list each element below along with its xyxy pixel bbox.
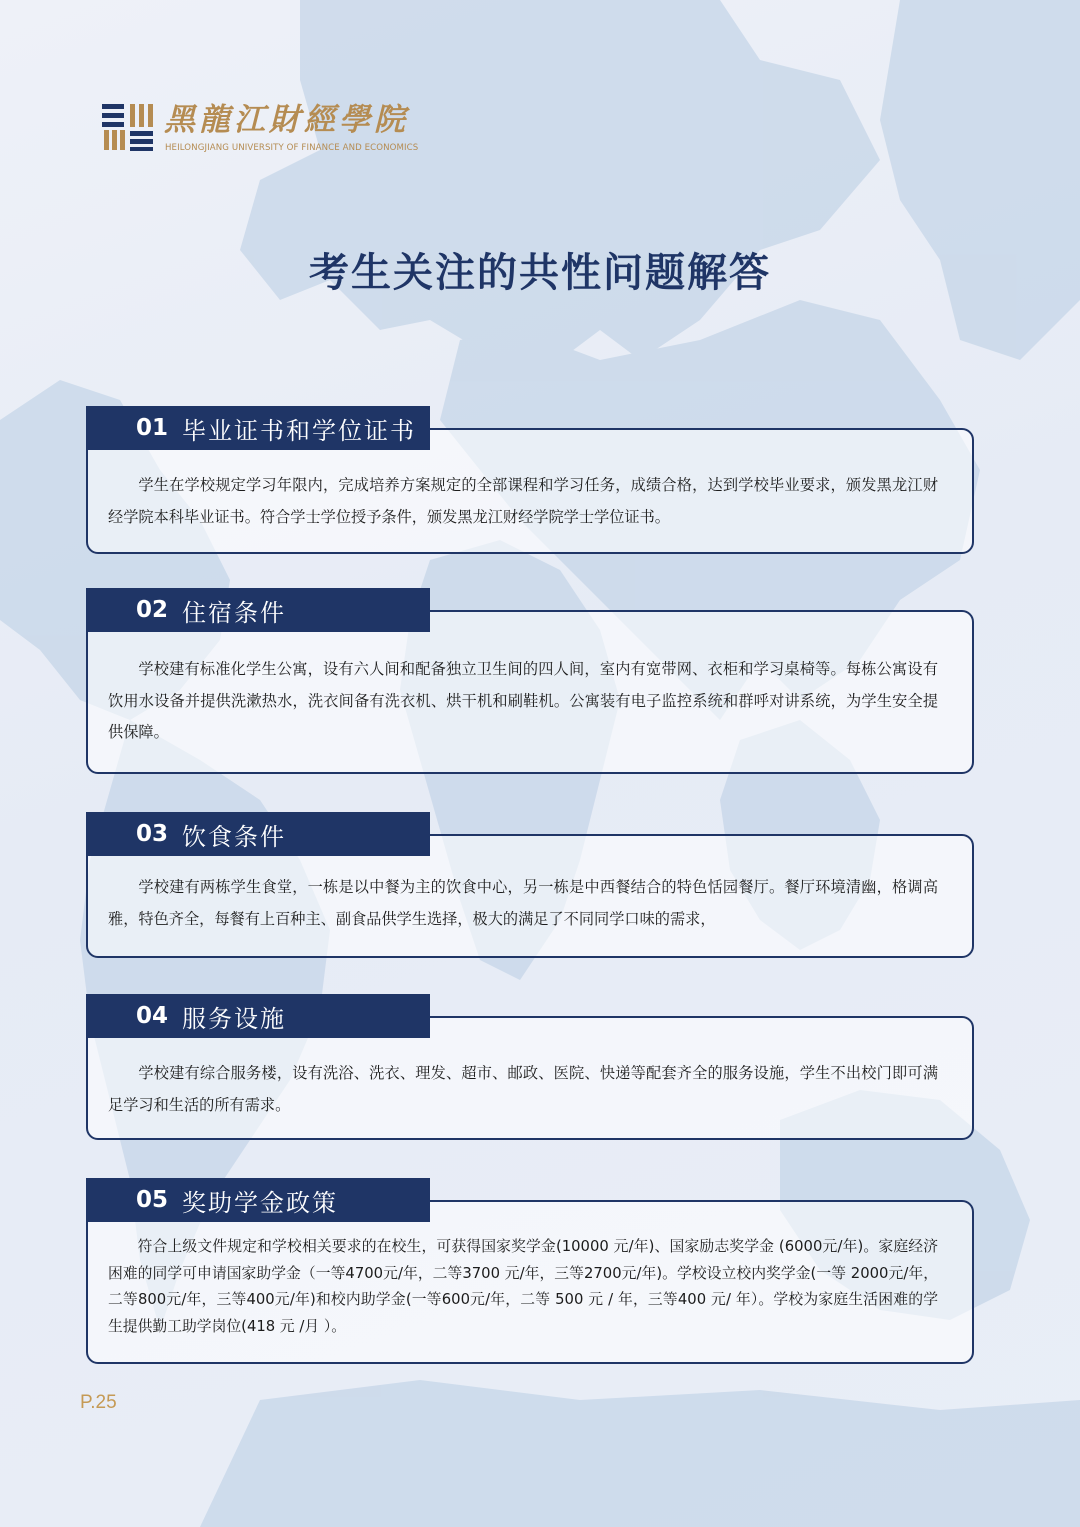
section-header — [86, 1178, 430, 1222]
school-name-cn: 黑龍江財經學院 — [164, 102, 409, 138]
university-logo-icon — [102, 102, 154, 152]
section-body: 符合上级文件规定和学校相关要求的在校生，可获得国家奖学金(10000 元/年)、国家励志奖学金 (6000元/年)。家庭经济困难的同学可申请国家助学金（一等4700元/年，二等3700 元/年，三等2700元/年)。学校设立校内奖学金(一等 2000元/年，二等800元/年，三等400元/年)和校内助学金(一等600元/年，二等 500 元 / 年，三等400 元/ 年）。学校为家庭生活困难的学生提供勤工助学岗位(418 元 /月 ）。 — [108, 1238, 938, 1335]
section-body: 学生在学校规定学习年限内，完成培养方案规定的全部课程和学习任务，成绩合格，达到学校毕业要求，颁发黑龙江财经学院本科毕业证书。符合学士学位授予条件，颁发黑龙江财经学院学士学位证书。 — [108, 476, 938, 526]
section-header — [86, 406, 430, 450]
section-title: 饮食条件 — [182, 822, 287, 851]
section-body: 学校建有标准化学生公寓，设有六人间和配备独立卫生间的四人间，室内有宽带网、衣柜和学习桌椅等。每栋公寓设有饮用水设备并提供洗漱热水，洗衣间备有洗衣机、烘干机和刷鞋机。公寓装有电子监控系统和群呼对讲系统，为学生安全提供保障。 — [108, 660, 938, 741]
section-scholarships — [86, 1178, 972, 1364]
school-name-en: HEILONGJIANG UNIVERSITY OF FINANCE AND ECONOMICS — [165, 143, 419, 153]
section-graduation-certificates — [86, 406, 972, 552]
section-header — [86, 994, 430, 1038]
section-number: 04 — [136, 1003, 169, 1029]
section-body: 学校建有综合服务楼，设有洗浴、洗衣、理发、超市、邮政、医院、快递等配套齐全的服务设施，学生不出校门即可满足学习和生活的所有需求。 — [108, 1064, 938, 1114]
university-logo — [102, 100, 462, 156]
section-number: 03 — [136, 821, 169, 847]
section-title: 毕业证书和学位证书 — [182, 416, 417, 445]
section-header — [86, 588, 430, 632]
section-accommodation — [86, 588, 972, 774]
page-title: 考生关注的共性问题解答 — [309, 249, 771, 296]
section-title: 住宿条件 — [182, 598, 287, 627]
page-number: P.25 — [80, 1392, 117, 1413]
section-header — [86, 812, 430, 856]
section-title: 服务设施 — [182, 1004, 287, 1033]
section-body: 学校建有两栋学生食堂，一栋是以中餐为主的饮食中心，另一栋是中西餐结合的特色恬园餐厅。餐厅环境清幽，格调高雅，特色齐全，每餐有上百种主、副食品供学生选择，极大的满足了不同同学口味的需求， — [108, 878, 938, 928]
section-title: 奖助学金政策 — [182, 1188, 339, 1217]
section-service-facilities — [86, 994, 972, 1140]
section-number: 02 — [136, 597, 169, 623]
section-number: 01 — [136, 415, 169, 441]
section-number: 05 — [136, 1187, 169, 1213]
section-dining — [86, 812, 972, 958]
